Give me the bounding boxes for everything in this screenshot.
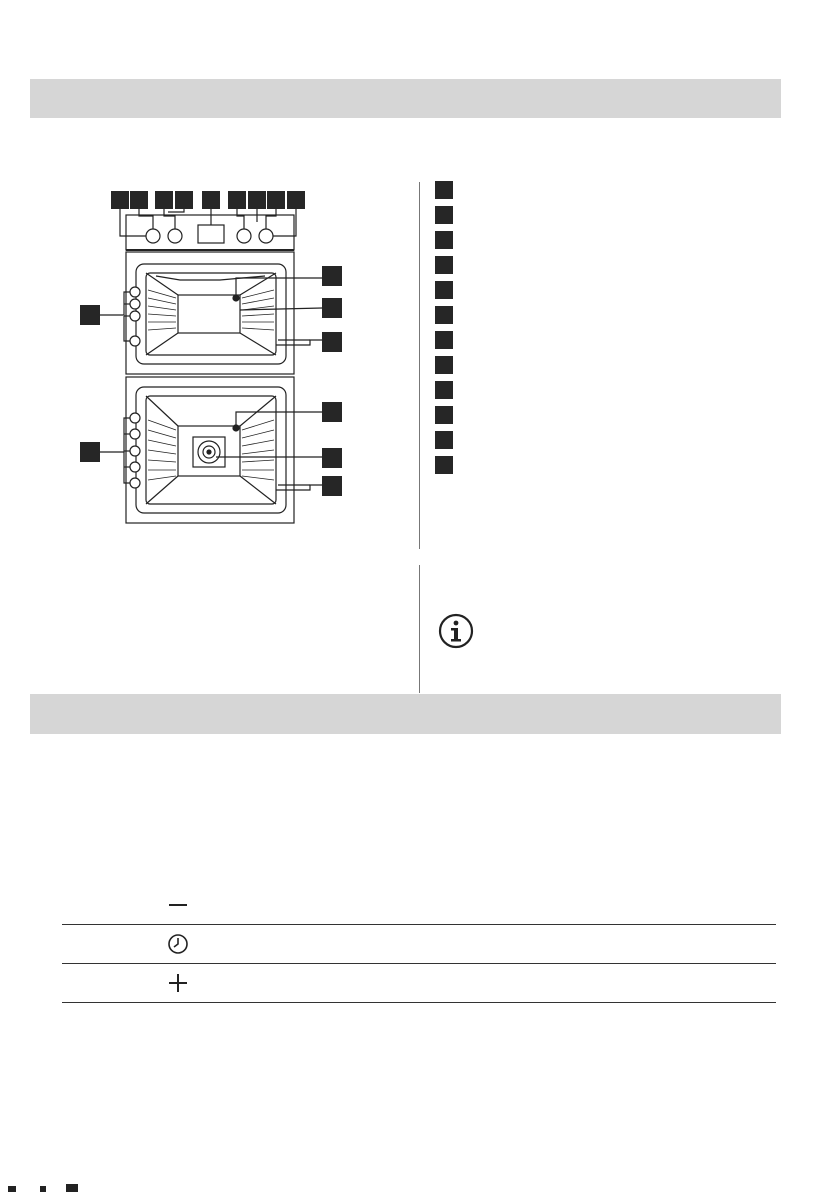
legend-marker [435,381,453,399]
table-row [62,925,776,964]
section-header-2 [30,694,781,734]
legend-marker [435,406,453,424]
legend-marker [435,306,453,324]
double-oven-diagram [60,180,360,540]
legend-item [435,281,765,299]
page-footer-marks [0,1180,100,1192]
legend-item [435,331,765,349]
legend-item [435,231,765,249]
minus-icon [166,893,190,917]
plus-icon [166,971,190,995]
table-row [62,964,776,1003]
info-icon [437,612,475,650]
legend-item [435,456,765,474]
legend-item [435,206,765,224]
controls-table [62,886,776,1003]
legend-item [435,381,765,399]
legend-marker [435,431,453,449]
legend-marker [435,456,453,474]
clock-icon [166,932,190,956]
legend-marker [435,331,453,349]
legend-marker [435,356,453,374]
legend-item [435,406,765,424]
legend-marker [435,181,453,199]
legend-marker [435,281,453,299]
table-row [62,886,776,925]
column-divider [419,565,420,693]
legend-item [435,181,765,199]
column-divider [419,182,420,549]
legend-item [435,356,765,374]
legend-item [435,256,765,274]
legend-item [435,431,765,449]
section-header-1 [30,79,781,118]
legend-marker [435,206,453,224]
legend-item [435,306,765,324]
legend-marker [435,256,453,274]
legend-marker [435,231,453,249]
